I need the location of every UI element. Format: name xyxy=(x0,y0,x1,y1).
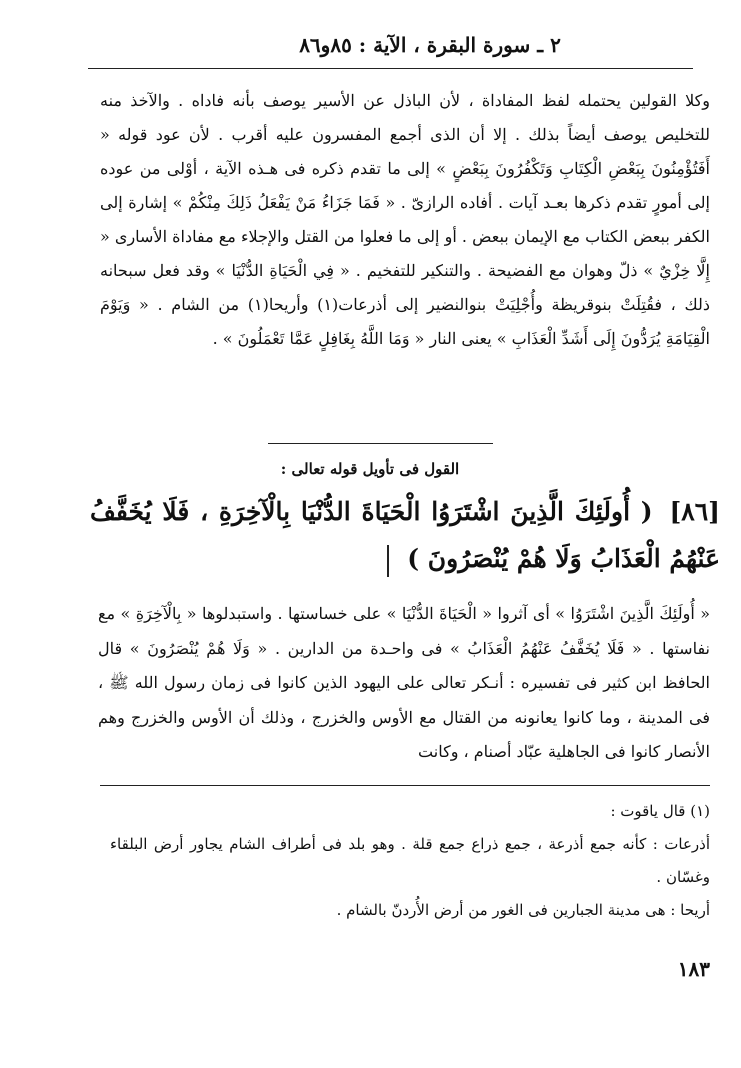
section-divider xyxy=(268,443,493,444)
verse-end-bar xyxy=(387,545,389,577)
verse-text: ( أُولَئِكَ الَّذِينَ اشْتَرَوُا الْحَيَاةَ الدُّنْيَا بِالْآخِرَةِ ، فَلَا يُخَفَّفُ عَنْهُمُ الْعَذَابُ وَلَا هُمْ يُنْصَرُونَ ) xyxy=(90,497,720,573)
quran-verse xyxy=(90,488,720,582)
footnotes xyxy=(110,795,710,927)
header-divider xyxy=(88,68,693,69)
footnote-marker: (١) قال ياقوت : xyxy=(610,802,710,820)
footnote-divider xyxy=(100,785,710,786)
verse-commentary: « أُولَئِكَ الَّذِينَ اشْتَرَوُا » أى آثروا « الْحَيَاةَ الدُّنْيَا » على خساستها . واستبدلوها « بِالْآخِرَةِ » مع نفاستها . « فَلَا يُخَفَّفُ عَنْهُمُ الْعَذَابُ » فى واحـدة من الدارين . « وَلَا هُمْ يُنْصَرُونَ » قال الحافظ ابن كثير فى تفسيره : أنـكر تعالى على اليهود الذين كانوا فى زمان رسول الله ﷺ ، فى المدينة ، وما كانوا يعانونه من القتال مع الأوس والخزرج ، وذلك أن الأوس والخزرج وهم الأنصار كانوا فى الجاهلية عبّاد أصنام ، وكانت xyxy=(98,604,711,761)
footnote-entry: أريحا : هى مدينة الجبارين فى الغور من أرض الأُردنّ بالشام . xyxy=(336,901,710,919)
main-text xyxy=(100,84,710,356)
footnote-entry: أذرعات : كأنه جمع أذرعة ، جمع ذراع جمع قلة . وهو بلد فى أطراف الشام يجاور أرض البلقاء وغسّان . xyxy=(110,835,710,886)
section-heading: القول فى تأويل قوله تعالى : xyxy=(280,460,460,478)
running-header: ٢ ـ سورة البقرة ، الآية : ٨٥و٨٦ xyxy=(299,33,561,57)
verse-number: [٨٦] xyxy=(669,497,720,526)
page-number: ١٨٣ xyxy=(677,957,710,981)
body-paragraph: وكلا القولين يحتمله لفظ المفاداة ، لأن الباذل عن الأسير يوصف بأنه فاداه . والآخذ منه للتخليص يوصف أيضاً بذلك . إلا أن الذى أجمع المفسرون عليه أقرب . لأن عود قوله « أَفَتُؤْمِنُونَ بِبَعْضِ الْكِتَابِ وَتَكْفُرُونَ بِبَعْضٍ » إلى ما تقدم ذكره فى هـذه الآية ، أوْلى من عوده إلى أمورٍ تقدم ذكرها بعـد آيات . أفاده الرازىّ . « فَمَا جَزَاءُ مَنْ يَفْعَلُ ذَلِكَ مِنْكُمْ » إشارة إلى الكفر ببعض الكتاب مع الإيمان ببعض . أو إلى ما فعلوا من القتل والإجلاء مع مفاداة الأسارى « إِلَّا خِزْيٌ » ذلّ وهوان مع الفضيحة . والتنكير للتفخيم . « فِي الْحَيَاةِ الدُّنْيَا » وقد فعل سبحانه ذلك ، فقُتِلَتْ بنوقريظة وأُجْلِيَتْ بنوالنضير إلى أذرعات(١) وأريحا(١) من الشام . « وَيَوْمَ الْقِيَامَةِ يُرَدُّونَ إِلَى أَشَدِّ الْعَذَابِ » يعنى النار « وَمَا اللَّهُ بِغَافِلٍ عَمَّا تَعْمَلُونَ » . xyxy=(100,91,711,348)
